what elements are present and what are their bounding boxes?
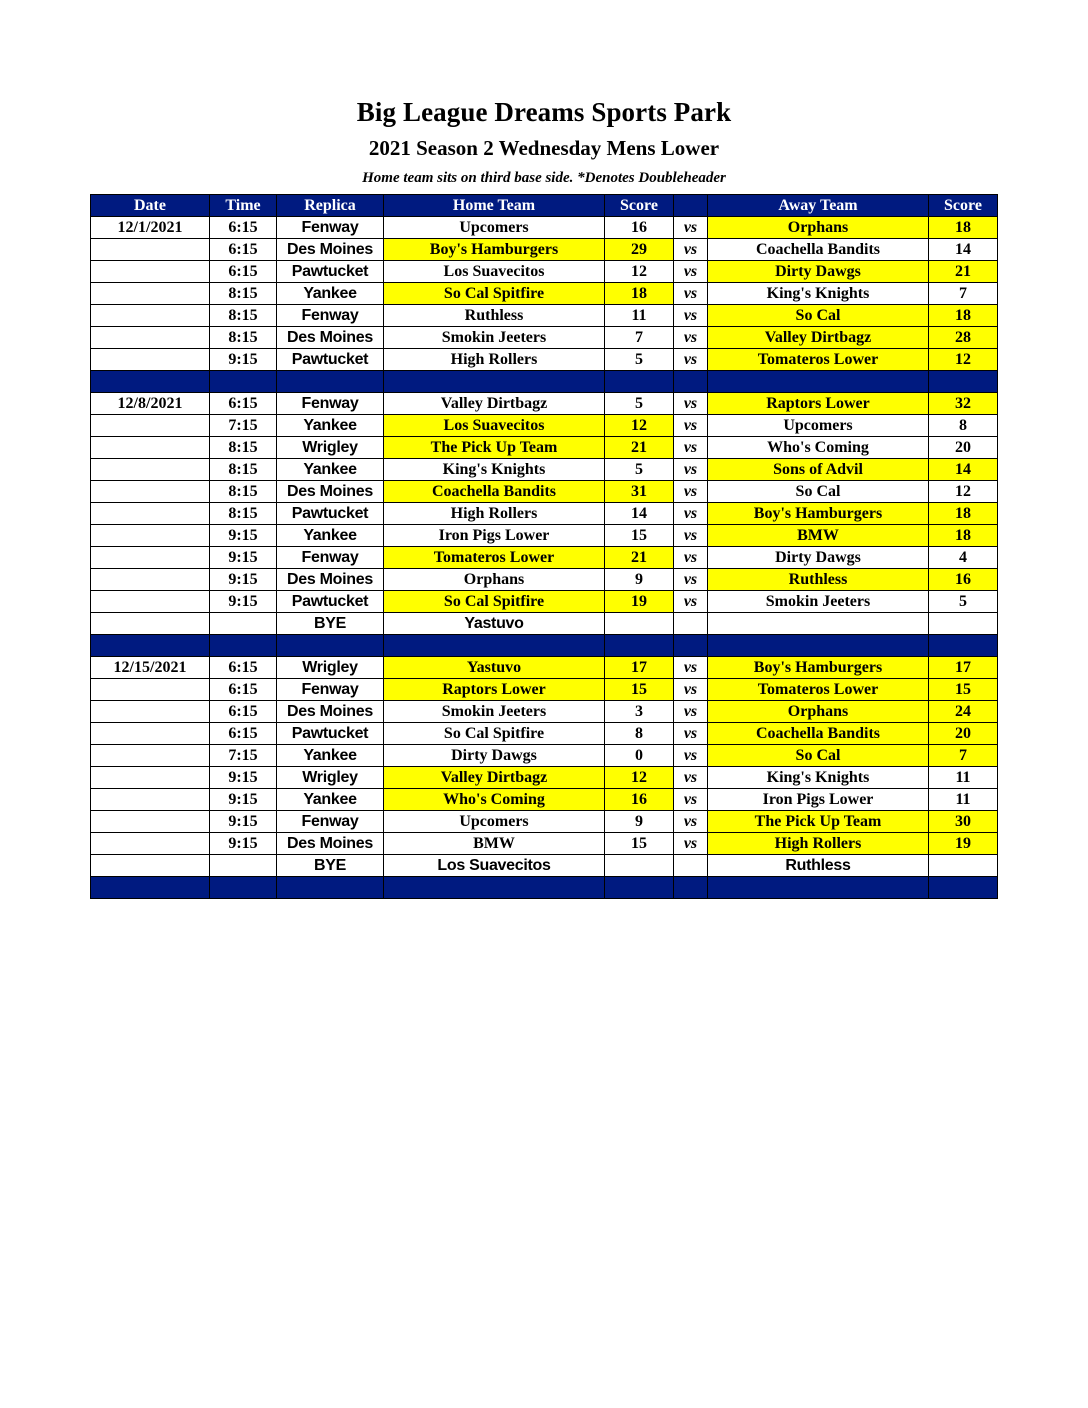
header-home-score: Score [605, 195, 674, 217]
bye-label: BYE [277, 613, 384, 635]
home-team: Smokin Jeeters [384, 701, 605, 723]
away-score: 18 [929, 525, 998, 547]
game-time: 9:15 [210, 811, 277, 833]
home-score: 14 [605, 503, 674, 525]
vs-label: vs [674, 503, 708, 525]
separator-cell [91, 371, 210, 393]
away-team: Iron Pigs Lower [708, 789, 929, 811]
separator-cell [605, 877, 674, 899]
away-team: King's Knights [708, 767, 929, 789]
away-score: 14 [929, 459, 998, 481]
separator-cell [384, 877, 605, 899]
home-team: So Cal Spitfire [384, 283, 605, 305]
game-date [91, 569, 210, 591]
home-team: So Cal Spitfire [384, 591, 605, 613]
game-time: 8:15 [210, 283, 277, 305]
away-team: Tomateros Lower [708, 679, 929, 701]
home-team: King's Knights [384, 459, 605, 481]
vs-label: vs [674, 283, 708, 305]
home-score: 7 [605, 327, 674, 349]
vs-label: vs [674, 723, 708, 745]
away-score: 14 [929, 239, 998, 261]
home-score: 31 [605, 481, 674, 503]
game-time: 6:15 [210, 723, 277, 745]
separator-cell [674, 877, 708, 899]
game-date [91, 525, 210, 547]
away-score: 5 [929, 591, 998, 613]
game-replica: Pawtucket [277, 723, 384, 745]
away-score: 18 [929, 305, 998, 327]
away-team: Dirty Dawgs [708, 547, 929, 569]
game-time: 9:15 [210, 591, 277, 613]
game-row [91, 459, 998, 481]
vs-label: vs [674, 481, 708, 503]
home-team: Dirty Dawgs [384, 745, 605, 767]
game-row [91, 261, 998, 283]
game-date: 12/1/2021 [91, 217, 210, 239]
home-team: High Rollers [384, 503, 605, 525]
game-time: 8:15 [210, 481, 277, 503]
game-date [91, 437, 210, 459]
home-score: 5 [605, 459, 674, 481]
home-team: Los Suavecitos [384, 261, 605, 283]
vs-label: vs [674, 349, 708, 371]
away-team: Raptors Lower [708, 393, 929, 415]
vs-label: vs [674, 657, 708, 679]
away-score: 19 [929, 833, 998, 855]
game-replica: Yankee [277, 459, 384, 481]
bye-home-score [605, 855, 674, 877]
away-score: 15 [929, 679, 998, 701]
game-replica: Fenway [277, 393, 384, 415]
away-score: 7 [929, 283, 998, 305]
game-date [91, 481, 210, 503]
away-score: 18 [929, 217, 998, 239]
away-team: King's Knights [708, 283, 929, 305]
away-score: 18 [929, 503, 998, 525]
game-time: 9:15 [210, 349, 277, 371]
schedule-body [91, 217, 998, 899]
game-row [91, 679, 998, 701]
game-time: 8:15 [210, 503, 277, 525]
game-date [91, 679, 210, 701]
game-date [91, 305, 210, 327]
game-row [91, 327, 998, 349]
game-row [91, 437, 998, 459]
game-time: 7:15 [210, 415, 277, 437]
separator-cell [605, 635, 674, 657]
game-time: 9:15 [210, 789, 277, 811]
game-row [91, 393, 998, 415]
vs-label: vs [674, 811, 708, 833]
header-away-score: Score [929, 195, 998, 217]
home-team: Valley Dirtbagz [384, 393, 605, 415]
game-row [91, 745, 998, 767]
away-score: 16 [929, 569, 998, 591]
separator-cell [91, 877, 210, 899]
home-score: 16 [605, 217, 674, 239]
game-date [91, 789, 210, 811]
game-replica: Pawtucket [277, 503, 384, 525]
away-score: 32 [929, 393, 998, 415]
home-team: Boy's Hamburgers [384, 239, 605, 261]
schedule-table [90, 194, 998, 899]
game-time: 8:15 [210, 327, 277, 349]
separator-cell [384, 635, 605, 657]
separator-cell [708, 371, 929, 393]
away-team: So Cal [708, 481, 929, 503]
game-date [91, 283, 210, 305]
away-score: 12 [929, 349, 998, 371]
game-time: 6:15 [210, 393, 277, 415]
game-replica: Yankee [277, 525, 384, 547]
home-score: 12 [605, 261, 674, 283]
away-score: 24 [929, 701, 998, 723]
header-home-team: Home Team [384, 195, 605, 217]
away-team: High Rollers [708, 833, 929, 855]
home-team: Raptors Lower [384, 679, 605, 701]
away-team: Sons of Advil [708, 459, 929, 481]
away-score: 28 [929, 327, 998, 349]
game-row [91, 239, 998, 261]
page-subtitle: 2021 Season 2 Wednesday Mens Lower [368, 136, 720, 160]
game-row [91, 767, 998, 789]
home-team: Orphans [384, 569, 605, 591]
separator-cell [674, 371, 708, 393]
home-score: 8 [605, 723, 674, 745]
game-row [91, 701, 998, 723]
bye-label: BYE [277, 855, 384, 877]
vs-label: vs [674, 679, 708, 701]
home-score: 18 [605, 283, 674, 305]
vs-label: vs [674, 591, 708, 613]
away-team: Smokin Jeeters [708, 591, 929, 613]
vs-label: vs [674, 415, 708, 437]
vs-label: vs [674, 525, 708, 547]
home-team: Tomateros Lower [384, 547, 605, 569]
bye-home-team: Los Suavecitos [384, 855, 605, 877]
game-replica: Des Moines [277, 327, 384, 349]
home-score: 29 [605, 239, 674, 261]
game-date [91, 261, 210, 283]
away-team: Tomateros Lower [708, 349, 929, 371]
game-date [91, 327, 210, 349]
game-time: 9:15 [210, 547, 277, 569]
game-date [91, 503, 210, 525]
separator-cell [91, 635, 210, 657]
bye-home-team: Yastuvo [384, 613, 605, 635]
separator-cell [210, 371, 277, 393]
separator-cell [210, 635, 277, 657]
home-score: 16 [605, 789, 674, 811]
bye-away-score [929, 855, 998, 877]
home-team: Iron Pigs Lower [384, 525, 605, 547]
week-separator-row [91, 635, 998, 657]
away-score: 7 [929, 745, 998, 767]
header-time: Time [210, 195, 277, 217]
home-score: 3 [605, 701, 674, 723]
home-team: Smokin Jeeters [384, 327, 605, 349]
away-team: The Pick Up Team [708, 811, 929, 833]
bye-time [210, 855, 277, 877]
game-replica: Fenway [277, 679, 384, 701]
home-score: 9 [605, 569, 674, 591]
header-date: Date [91, 195, 210, 217]
game-time: 9:15 [210, 833, 277, 855]
home-score: 11 [605, 305, 674, 327]
vs-label: vs [674, 459, 708, 481]
home-team: Los Suavecitos [384, 415, 605, 437]
away-team: Ruthless [708, 569, 929, 591]
bye-vs [674, 855, 708, 877]
game-replica: Des Moines [277, 569, 384, 591]
away-team: Orphans [708, 701, 929, 723]
game-replica: Wrigley [277, 657, 384, 679]
away-team: Who's Coming [708, 437, 929, 459]
away-team: Boy's Hamburgers [708, 503, 929, 525]
game-replica: Fenway [277, 547, 384, 569]
game-row [91, 591, 998, 613]
game-replica: Yankee [277, 283, 384, 305]
home-team: The Pick Up Team [384, 437, 605, 459]
vs-label: vs [674, 393, 708, 415]
home-team: High Rollers [384, 349, 605, 371]
game-replica: Des Moines [277, 239, 384, 261]
game-row [91, 723, 998, 745]
home-team: BMW [384, 833, 605, 855]
home-team: Yastuvo [384, 657, 605, 679]
home-team: Who's Coming [384, 789, 605, 811]
home-team: Ruthless [384, 305, 605, 327]
game-replica: Fenway [277, 305, 384, 327]
game-date [91, 767, 210, 789]
away-team: Coachella Bandits [708, 723, 929, 745]
header-vs [674, 195, 708, 217]
home-score: 17 [605, 657, 674, 679]
vs-label: vs [674, 305, 708, 327]
game-row [91, 833, 998, 855]
vs-label: vs [674, 239, 708, 261]
header-away-team: Away Team [708, 195, 929, 217]
away-score: 20 [929, 437, 998, 459]
vs-label: vs [674, 327, 708, 349]
separator-cell [708, 877, 929, 899]
game-replica: Fenway [277, 217, 384, 239]
game-row [91, 349, 998, 371]
away-score: 4 [929, 547, 998, 569]
away-team: Boy's Hamburgers [708, 657, 929, 679]
home-team: So Cal Spitfire [384, 723, 605, 745]
home-score: 15 [605, 525, 674, 547]
vs-label: vs [674, 261, 708, 283]
separator-cell [708, 635, 929, 657]
game-date [91, 811, 210, 833]
home-score: 12 [605, 415, 674, 437]
away-team: Coachella Bandits [708, 239, 929, 261]
game-time: 7:15 [210, 745, 277, 767]
game-row [91, 657, 998, 679]
game-date [91, 591, 210, 613]
home-score: 0 [605, 745, 674, 767]
away-team: BMW [708, 525, 929, 547]
home-score: 21 [605, 547, 674, 569]
game-row [91, 217, 998, 239]
vs-label: vs [674, 833, 708, 855]
game-row [91, 789, 998, 811]
separator-cell [277, 635, 384, 657]
game-date: 12/15/2021 [91, 657, 210, 679]
home-team: Coachella Bandits [384, 481, 605, 503]
away-score: 12 [929, 481, 998, 503]
game-row [91, 415, 998, 437]
vs-label: vs [674, 437, 708, 459]
separator-cell [384, 371, 605, 393]
away-team: Upcomers [708, 415, 929, 437]
game-time: 8:15 [210, 305, 277, 327]
game-row [91, 547, 998, 569]
game-date [91, 459, 210, 481]
game-date [91, 701, 210, 723]
game-replica: Yankee [277, 415, 384, 437]
game-date [91, 833, 210, 855]
vs-label: vs [674, 789, 708, 811]
away-team: Dirty Dawgs [708, 261, 929, 283]
separator-cell [929, 877, 998, 899]
game-row [91, 283, 998, 305]
game-time: 9:15 [210, 525, 277, 547]
home-score: 15 [605, 833, 674, 855]
bye-date [91, 855, 210, 877]
separator-cell [210, 877, 277, 899]
game-row [91, 811, 998, 833]
bye-date [91, 613, 210, 635]
game-date [91, 239, 210, 261]
away-score: 8 [929, 415, 998, 437]
week-separator-row [91, 371, 998, 393]
game-row [91, 525, 998, 547]
home-score: 9 [605, 811, 674, 833]
bye-away-team: Ruthless [708, 855, 929, 877]
home-score: 15 [605, 679, 674, 701]
game-date [91, 415, 210, 437]
game-replica: Des Moines [277, 481, 384, 503]
game-replica: Pawtucket [277, 349, 384, 371]
game-replica: Yankee [277, 789, 384, 811]
game-row [91, 481, 998, 503]
game-date [91, 723, 210, 745]
bye-row [91, 613, 998, 635]
away-team: Orphans [708, 217, 929, 239]
separator-cell [929, 371, 998, 393]
away-score: 11 [929, 789, 998, 811]
home-score: 5 [605, 393, 674, 415]
vs-label: vs [674, 767, 708, 789]
separator-cell [277, 371, 384, 393]
game-replica: Wrigley [277, 437, 384, 459]
away-team: So Cal [708, 745, 929, 767]
vs-label: vs [674, 569, 708, 591]
away-team: Valley Dirtbagz [708, 327, 929, 349]
separator-cell [929, 635, 998, 657]
game-time: 6:15 [210, 261, 277, 283]
game-date [91, 349, 210, 371]
away-score: 21 [929, 261, 998, 283]
game-date [91, 745, 210, 767]
game-time: 9:15 [210, 569, 277, 591]
game-replica: Fenway [277, 811, 384, 833]
separator-cell [674, 635, 708, 657]
game-time: 6:15 [210, 239, 277, 261]
game-replica: Des Moines [277, 833, 384, 855]
game-time: 6:15 [210, 657, 277, 679]
game-time: 8:15 [210, 459, 277, 481]
separator-cell [277, 877, 384, 899]
game-row [91, 305, 998, 327]
bye-vs [674, 613, 708, 635]
week-separator-row [91, 877, 998, 899]
home-score: 21 [605, 437, 674, 459]
vs-label: vs [674, 701, 708, 723]
game-row [91, 569, 998, 591]
game-time: 8:15 [210, 437, 277, 459]
vs-label: vs [674, 745, 708, 767]
header-row [91, 195, 998, 217]
bye-away-team [708, 613, 929, 635]
game-time: 6:15 [210, 701, 277, 723]
header-replica: Replica [277, 195, 384, 217]
bye-away-score [929, 613, 998, 635]
home-team: Valley Dirtbagz [384, 767, 605, 789]
home-score: 19 [605, 591, 674, 613]
home-score: 5 [605, 349, 674, 371]
game-replica: Pawtucket [277, 591, 384, 613]
game-time: 6:15 [210, 679, 277, 701]
home-team: Upcomers [384, 217, 605, 239]
home-score: 12 [605, 767, 674, 789]
home-team: Upcomers [384, 811, 605, 833]
game-replica: Pawtucket [277, 261, 384, 283]
away-score: 11 [929, 767, 998, 789]
bye-row [91, 855, 998, 877]
bye-time [210, 613, 277, 635]
page-title: Big League Dreams Sports Park [356, 97, 732, 127]
game-time: 6:15 [210, 217, 277, 239]
page-note: Home team sits on third base side. *Denotes Doubleheader [362, 170, 726, 186]
away-score: 17 [929, 657, 998, 679]
game-replica: Des Moines [277, 701, 384, 723]
game-date [91, 547, 210, 569]
away-score: 20 [929, 723, 998, 745]
game-replica: Wrigley [277, 767, 384, 789]
vs-label: vs [674, 217, 708, 239]
away-score: 30 [929, 811, 998, 833]
vs-label: vs [674, 547, 708, 569]
away-team: So Cal [708, 305, 929, 327]
bye-home-score [605, 613, 674, 635]
game-date: 12/8/2021 [91, 393, 210, 415]
separator-cell [605, 371, 674, 393]
game-row [91, 503, 998, 525]
game-replica: Yankee [277, 745, 384, 767]
game-time: 9:15 [210, 767, 277, 789]
